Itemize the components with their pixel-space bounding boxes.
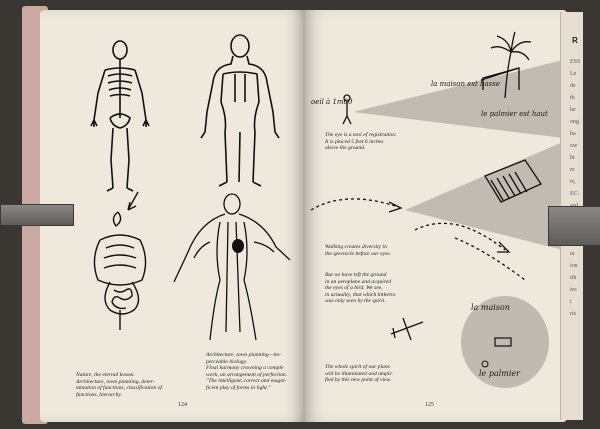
page-number-left: 124 (178, 402, 187, 408)
circulatory-figure-drawing (170, 192, 295, 342)
next-page-line: ht (570, 155, 575, 161)
caption-spirit-of-plans: The whole spirit of our plans will be illuminated and ampli- fied by this new point of view. (325, 364, 393, 384)
caption-biology: Architecture, town planning—im- perceable biology. Final harmony crowning a comple work, an arrangement of perfection. "The intelligent, correct and magni- ficent play of forms in light." (206, 352, 288, 391)
right-page-clip (548, 206, 600, 246)
aerial-house-label: la maison (471, 303, 510, 312)
internal-organs-drawing (80, 190, 170, 350)
caption-eye-tool: The eye is a tool of registration. It is placed 5 feet 6 inches above the ground. (325, 132, 397, 152)
caption-walking: Walking creates diversity in the spectacle before our eyes. (325, 244, 392, 257)
next-page-line: ies (570, 287, 577, 293)
next-page-line: ha (570, 131, 576, 137)
left-page-clip (0, 204, 74, 226)
next-page-line: ong (570, 119, 579, 125)
next-page-line: i (570, 299, 572, 305)
caption-nature-lesson: Nature, the eternal lesson. Architecture, town planning, deter- mination of functions, classification of functions, hierarchy. (76, 372, 162, 398)
eye-level-sketch (305, 20, 567, 130)
aerial-view-circle (455, 286, 555, 394)
next-page-line: ESS (570, 59, 581, 65)
eye-level-label: oeil à 1m60 (311, 98, 353, 106)
palm-is-high-label: le palmier est haut (481, 110, 548, 118)
next-page-letter: R (572, 36, 578, 45)
skeleton-drawing (80, 38, 160, 198)
house-is-low-label: la maison est basse (431, 80, 500, 88)
next-page-line: th (570, 95, 575, 101)
next-page-line: ris (570, 311, 576, 317)
airplane-icon (387, 314, 427, 344)
next-page-line: ith (570, 275, 577, 281)
next-page-line: ta (570, 251, 575, 257)
caption-aeroplane: But we have left the ground in an aeroplane and acquired the eyes of a bird. We see, in actuality, that which hitherto was only seen by the spirit. (325, 272, 396, 305)
next-page-line: re (570, 167, 575, 173)
human-outline-drawing (195, 32, 285, 192)
next-page-line: ow (570, 143, 578, 149)
next-page-line: de (570, 83, 576, 89)
next-page-line: iv, (570, 179, 576, 185)
next-page-line: he (570, 107, 576, 113)
walking-perspective-sketch (305, 130, 567, 290)
page-number-right: 125 (425, 402, 434, 408)
left-page (40, 10, 305, 422)
next-page-line: EC- (570, 191, 580, 197)
right-page (305, 10, 567, 422)
next-page-line: ion (570, 263, 578, 269)
aerial-palm-label: le palmier (479, 369, 520, 378)
next-page-line: Le (570, 71, 577, 77)
